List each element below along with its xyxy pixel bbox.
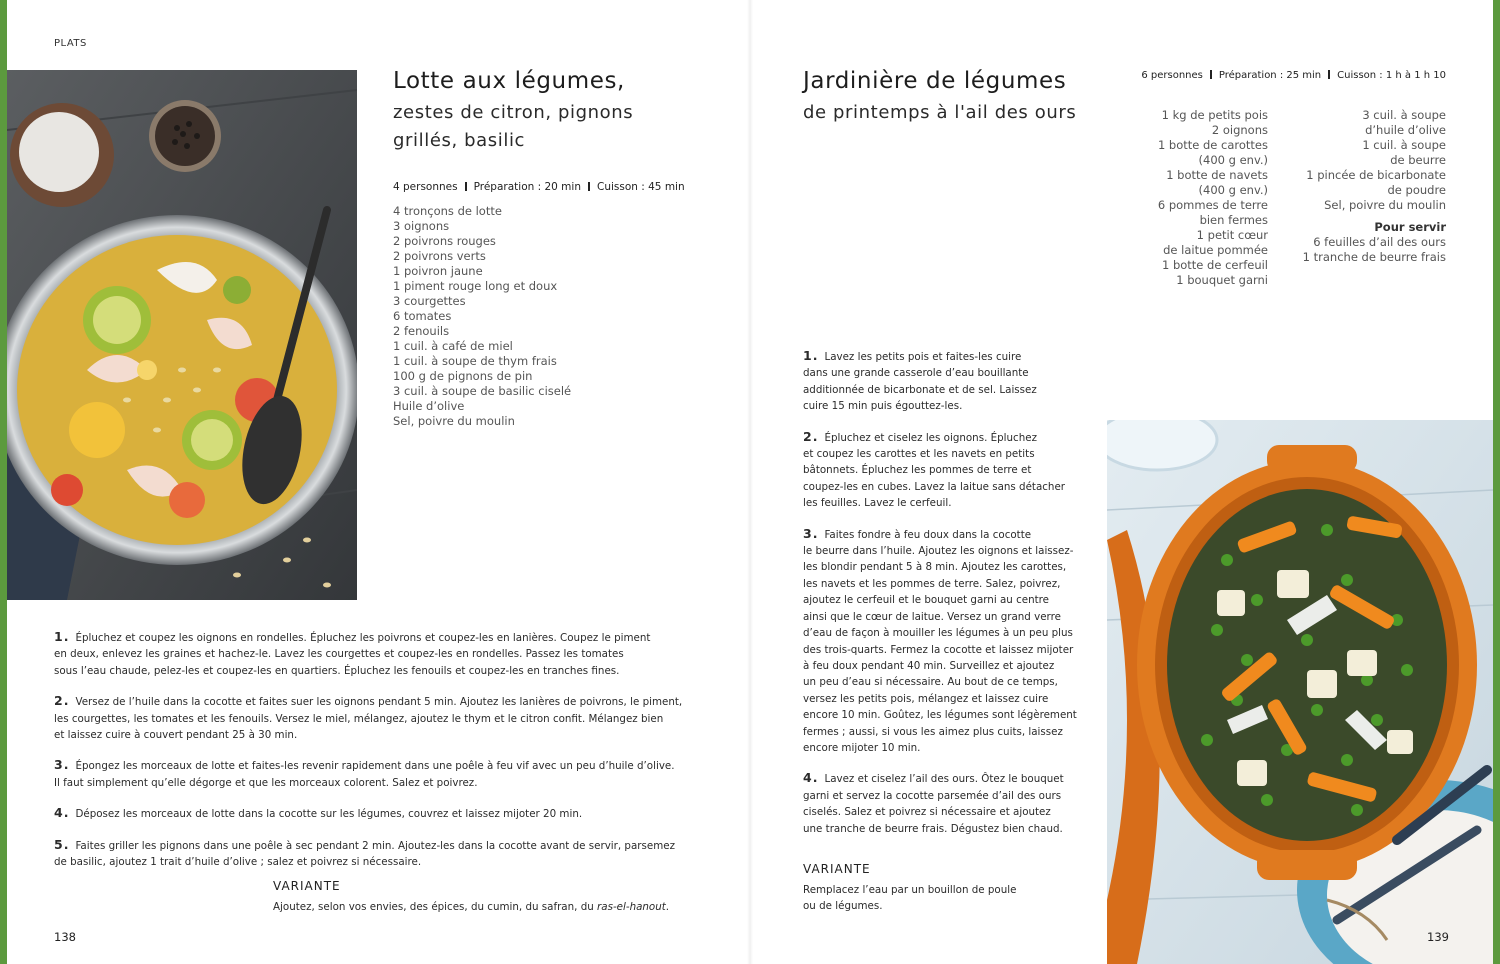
step-line: cuire 15 min puis égouttez-les. [803,400,963,413]
step-line: les courgettes, les tomates et les fenouils. Versez le miel, mélangez, ajoutez le thym et le citron confit. Mélangez bien [54,712,664,725]
step-line: Épongez les morceaux de lotte et faites-les revenir rapidement dans une poêle à feu vif avec un peu d’huile d’olive. [75,760,675,773]
ingredient: 2 fenouils [393,324,450,338]
step-line: encore 10 min. Goûtez, les légumes sont légèrement [803,709,1077,722]
prep-time: Préparation : 25 min [1218,70,1322,81]
separator [588,182,590,191]
step-line: fermes ; aussi, si vous les aimez plus cuits, laissez [803,725,1063,738]
section-label: PLATS [54,38,87,49]
ingredient: 100 g de pignons de pin [393,369,533,383]
step-line: ainsi que le cœur de laitue. Versez un grand verre [803,610,1061,623]
left-ingredients-list [393,204,571,429]
ingredient: 6 tomates [393,309,452,323]
right-step-3 [803,526,1093,757]
step-line: le beurre dans l’huile. Ajoutez les oignons et laissez- [803,545,1074,558]
left-step-5 [54,837,704,871]
ingredient: 1 cuil. à soupe [1362,138,1446,152]
ingredient: 2 oignons [1211,123,1268,137]
step-number: 2. [54,693,70,709]
right-recipe-meta [1141,70,1446,81]
step-line: encore mijoter 10 min. [803,741,921,754]
step-line: additionnée de bicarbonate et de sel. Laissez [803,383,1037,396]
variante-line: Remplacez l’eau par un bouillon de poule [803,884,1017,896]
step-line: les navets et les pommes de terre. Salez, poivrez, [803,577,1061,590]
step-number: 5. [54,836,70,852]
ingredient: Sel, poivre du moulin [1324,198,1446,212]
step-number: 2. [803,428,819,444]
left-recipe-meta [393,181,685,193]
step-line: coupez-les en cubes. Lavez la laitue sans détacher [803,480,1066,493]
ingredient: 1 poivron jaune [393,264,483,278]
ingredient: 1 botte de cerfeuil [1161,258,1268,272]
servings: 4 personnes [393,181,458,193]
right-ingredients-col1 [1140,108,1268,288]
step-line: sous l’eau chaude, pelez-les et coupez-les en quartiers. Épluchez les fenouils et coupez-les en tranches fines. [54,664,620,677]
ingredient: de laitue pommée [1163,243,1268,257]
step-line: d’eau de façon à mouiller les légumes à un peu plus [803,627,1073,640]
ingredient: de poudre [1387,183,1446,197]
monkfish-casserole-illustration [7,70,357,600]
step-line: Lavez et ciselez l’ail des ours. Ôtez le bouquet [824,773,1064,786]
ingredient: (400 g env.) [1198,183,1268,197]
ingredient: 1 pincée de bicarbonate [1306,168,1446,182]
servings: 6 personnes [1141,70,1203,81]
step-number: 4. [54,805,70,821]
ingredient: 1 cuil. à soupe de thym frais [393,354,557,368]
ingredient: 1 botte de carottes [1157,138,1268,152]
prep-time: Préparation : 20 min [473,181,581,193]
book-gutter [747,0,753,964]
ingredient: 3 cuil. à soupe de basilic ciselé [393,384,572,398]
step-line: Versez de l’huile dans la cocotte et faites suer les oignons pendant 5 min. Ajoutez les lanières de poivrons, le piment, [75,696,683,709]
ingredient: 6 pommes de terre [1157,198,1268,212]
step-line: les feuilles. Lavez le cerfeuil. [803,497,952,510]
jardiniere-casserole-photo [1107,420,1493,964]
variante-line: ou de légumes. [803,900,883,913]
left-step-2 [54,693,704,743]
right-step-1 [803,348,1093,415]
step-line: Faites fondre à feu doux dans la cocotte [824,528,1032,541]
ingredient: (400 g env.) [1198,153,1268,167]
step-line: une tranche de beurre frais. Dégustez bien chaud. [803,822,1063,835]
ingredient: 2 poivrons verts [393,249,486,263]
ingredient: 1 piment rouge long et doux [393,279,558,293]
step-number: 1. [54,629,70,644]
step-number: 3. [803,525,819,541]
serve-item: 1 tranche de beurre frais [1302,250,1446,264]
step-line: bâtonnets. Épluchez les pommes de terre et [803,464,1032,477]
right-recipe-subtitle: de printemps à l'ail des ours [803,102,1077,123]
variante-text-part: . [665,901,670,913]
right-ingredients-col2 [1290,108,1446,265]
serve-item: 6 feuilles d’ail des ours [1313,235,1446,249]
left-recipe-subtitle-line2: grillés, basilic [393,130,526,151]
step-number: 3. [54,757,70,773]
step-line: Déposez les morceaux de lotte dans la cocotte sur les légumes, couvrez et laissez mijoter 20 min. [75,808,583,821]
ingredient: Huile d’olive [393,399,465,413]
cook-time: Cuisson : 45 min [596,181,685,193]
right-page-edge [1493,0,1500,964]
step-number: 4. [803,770,819,786]
ingredient: 3 cuil. à soupe [1362,108,1446,122]
step-line: garni et servez la cocotte parsemée d’ail des ours [803,789,1062,802]
variante-text-part: Ajoutez, selon vos envies, des épices, du cumin, du safran, du [273,901,598,913]
separator [465,182,467,191]
step-number: 1. [803,348,819,363]
serve-heading: Pour servir [1374,220,1446,234]
ingredient: 1 bouquet garni [1176,273,1268,287]
step-line: Faites griller les pignons dans une poêle à sec pendant 2 min. Ajoutez-les dans la cocotte avant de servir, parsemez [75,839,675,852]
ingredient: 3 courgettes [393,294,466,308]
ingredient: 1 botte de navets [1166,168,1268,182]
left-variante-title: VARIANTE [273,879,341,893]
step-line: dans une grande casserole d’eau bouillante [803,367,1029,380]
right-variante-title: VARIANTE [803,862,871,876]
ingredient: bien fermes [1199,213,1268,227]
ingredient: Sel, poivre du moulin [393,414,515,428]
ingredient: 3 oignons [393,219,450,233]
step-line: versez les petits pois, mélangez et laissez cuire [803,692,1049,705]
step-line: de basilic, ajoutez 1 trait d’huile d’olive ; salez et poivrez si nécessaire. [54,856,422,869]
ingredient: 4 tronçons de lotte [393,204,502,218]
step-line: des trois-quarts. Fermez la cocotte et laissez mijoter [803,643,1074,656]
step-line: ciselés. Salez et poivrez si nécessaire et ajoutez [803,806,1051,819]
ingredient: de beurre [1390,153,1446,167]
left-steps [54,629,704,884]
right-step-4 [803,770,1093,837]
jardiniere-casserole-illustration [1107,420,1493,964]
left-step-3 [54,757,704,791]
left-step-4 [54,805,704,822]
step-line: Il faut simplement qu’elle dégorge et que les morceaux colorent. Salez et poivrez. [54,776,478,789]
step-line: Épluchez et coupez les oignons en rondelles. Épluchez les poivrons et coupez-les en lanières. Coupez le piment [75,632,651,644]
step-line: à feu doux pendant 40 min. Surveillez et ajoutez [803,659,1055,672]
left-recipe-title: Lotte aux légumes, [393,68,625,94]
right-step-2 [803,429,1093,512]
step-line: Lavez les petits pois et faites-les cuire [824,351,1022,363]
variante-text-italic: ras-el-hanout [597,901,666,913]
right-steps [803,348,1093,851]
page-number-left: 138 [54,930,76,944]
ingredient: 2 poivrons rouges [393,234,496,248]
ingredient: 1 cuil. à café de miel [393,339,513,353]
step-line: Épluchez et ciselez les oignons. Épluchez [824,431,1037,444]
separator [1210,70,1212,79]
cook-time: Cuisson : 1 h à 1 h 10 [1337,70,1446,81]
separator [1328,70,1330,79]
step-line: en deux, enlevez les graines et hachez-le. Lavez les courgettes et coupez-les en rondelles. Passez les tomates [54,648,624,661]
right-variante-text [803,882,1016,915]
right-recipe-title: Jardinière de légumes [803,68,1067,94]
ingredient: 1 kg de petits pois [1161,108,1268,122]
step-line: les blondir pendant 5 à 8 min. Ajoutez les carottes, [803,561,1067,574]
ingredient: 1 petit cœur [1196,228,1268,242]
monkfish-casserole-photo [7,70,357,600]
ingredient: d’huile d’olive [1365,123,1446,137]
left-step-1 [54,629,704,679]
step-line: et laissez cuire à couvert pendant 25 à 30 min. [54,729,298,742]
step-line: et coupez les carottes et les navets en petits [803,448,1035,461]
left-recipe-subtitle-line1: zestes de citron, pignons [393,102,634,123]
step-line: ajoutez le cerfeuil et le bouquet garni au centre [803,594,1049,607]
step-line: un peu d’eau si nécessaire. Au bout de ce temps, [803,676,1058,689]
left-page-edge [0,0,7,964]
left-variante-text [273,899,669,915]
page-number-right: 139 [1427,930,1449,944]
